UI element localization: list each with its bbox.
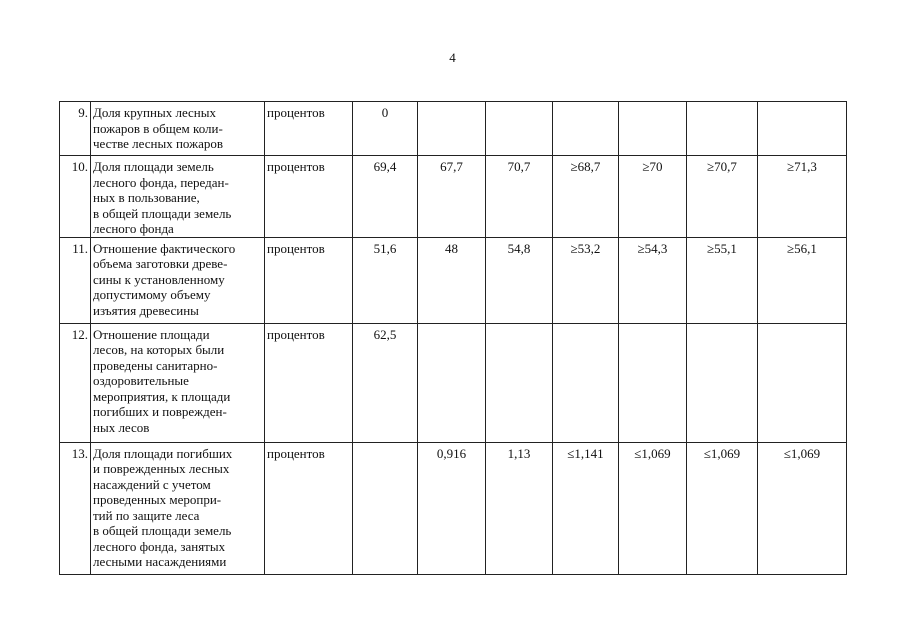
indicator-name-line: ных лесов bbox=[93, 419, 150, 435]
table-row bbox=[60, 102, 847, 156]
value-cell: ≥53,2 bbox=[553, 237, 619, 323]
indicator-name-line: проведены санитарно- bbox=[93, 357, 218, 373]
indicator-name-line: тий по защите леса bbox=[93, 507, 200, 523]
row-number: 13. bbox=[60, 442, 91, 574]
indicator-name-line: честве лесных пожаров bbox=[93, 136, 223, 151]
value-cell: ≥70 bbox=[619, 156, 687, 238]
indicator-name bbox=[91, 102, 265, 156]
indicator-name-line: Отношение площади bbox=[93, 326, 210, 342]
value-cell: 69,4 bbox=[353, 156, 418, 238]
indicator-name bbox=[91, 442, 265, 574]
unit-cell: процентов bbox=[265, 156, 353, 238]
indicator-name-line: лесного фонда, занятых bbox=[93, 538, 226, 554]
value-cell: 48 bbox=[418, 237, 486, 323]
table-row bbox=[60, 156, 847, 238]
indicator-name-line: объема заготовки древе- bbox=[93, 256, 228, 271]
indicator-name-line: Доля площади погибших bbox=[93, 445, 233, 461]
unit-cell: процентов bbox=[265, 102, 353, 156]
value-cell bbox=[553, 323, 619, 442]
row-number: 10. bbox=[60, 156, 91, 238]
value-cell bbox=[687, 102, 758, 156]
indicator-name-line: насаждений с учетом bbox=[93, 476, 211, 492]
value-cell bbox=[418, 102, 486, 156]
value-cell bbox=[553, 102, 619, 156]
indicator-name-line: лесного фонда, передан- bbox=[93, 174, 229, 190]
indicator-name-line: пожаров в общем коли- bbox=[93, 120, 223, 136]
value-cell: ≥56,1 bbox=[758, 237, 847, 323]
value-cell bbox=[486, 102, 553, 156]
value-cell: ≥55,1 bbox=[687, 237, 758, 323]
value-cell: ≤1,141 bbox=[553, 442, 619, 574]
value-cell bbox=[758, 102, 847, 156]
value-cell bbox=[418, 323, 486, 442]
row-number: 11. bbox=[60, 237, 91, 323]
value-cell: ≥54,3 bbox=[619, 237, 687, 323]
indicator-name bbox=[91, 323, 265, 442]
indicator-name-line: сины к установленному bbox=[93, 271, 225, 287]
value-cell: 62,5 bbox=[353, 323, 418, 442]
value-cell: 54,8 bbox=[486, 237, 553, 323]
indicator-name-line: Доля площади земель bbox=[93, 159, 214, 174]
unit-cell: процентов bbox=[265, 323, 353, 442]
indicator-name-line: в общей площади земель bbox=[93, 523, 232, 538]
indicator-name-line: допустимому объему bbox=[93, 287, 211, 302]
indicator-name bbox=[91, 237, 265, 323]
value-cell bbox=[619, 323, 687, 442]
value-cell: ≤1,069 bbox=[619, 442, 687, 574]
indicator-name-line: лесов, на которых были bbox=[93, 342, 225, 357]
indicator-name bbox=[91, 156, 265, 238]
indicator-name-line: лесными насаждениями bbox=[93, 554, 227, 569]
value-cell: ≥68,7 bbox=[553, 156, 619, 238]
value-cell bbox=[687, 323, 758, 442]
row-number: 9. bbox=[60, 102, 91, 156]
value-cell: ≥71,3 bbox=[758, 156, 847, 238]
indicators-table bbox=[59, 101, 847, 575]
value-cell: 70,7 bbox=[486, 156, 553, 238]
indicator-name-line: Отношение фактического bbox=[93, 240, 236, 256]
value-cell: 1,13 bbox=[486, 442, 553, 574]
unit-cell: процентов bbox=[265, 237, 353, 323]
indicator-name-line: и поврежденных лесных bbox=[93, 461, 230, 476]
indicator-name-line: изъятия древесины bbox=[93, 302, 199, 318]
value-cell: ≤1,069 bbox=[687, 442, 758, 574]
value-cell: 0,916 bbox=[418, 442, 486, 574]
indicator-name-line: лесного фонда bbox=[93, 221, 174, 236]
indicator-name-line: проведенных меропри- bbox=[93, 492, 222, 507]
table-row bbox=[60, 442, 847, 574]
table-row bbox=[60, 323, 847, 442]
value-cell: ≤1,069 bbox=[758, 442, 847, 574]
value-cell bbox=[353, 442, 418, 574]
indicator-name-line: Доля крупных лесных bbox=[93, 105, 216, 120]
value-cell bbox=[619, 102, 687, 156]
table-body bbox=[60, 102, 847, 575]
value-cell: 51,6 bbox=[353, 237, 418, 323]
value-cell: 0 bbox=[353, 102, 418, 156]
value-cell: 67,7 bbox=[418, 156, 486, 238]
table-row bbox=[60, 237, 847, 323]
indicator-name-line: погибших и поврежден- bbox=[93, 404, 227, 419]
row-number: 12. bbox=[60, 323, 91, 442]
indicator-name-line: оздоровительные bbox=[93, 373, 189, 388]
indicator-name-line: ных в пользование, bbox=[93, 190, 200, 205]
page-number: 4 bbox=[449, 50, 456, 65]
value-cell bbox=[758, 323, 847, 442]
indicator-name-line: мероприятия, к площади bbox=[93, 388, 231, 404]
value-cell: ≥70,7 bbox=[687, 156, 758, 238]
unit-cell: процентов bbox=[265, 442, 353, 574]
indicator-name-line: в общей площади земель bbox=[93, 205, 232, 221]
value-cell bbox=[486, 323, 553, 442]
